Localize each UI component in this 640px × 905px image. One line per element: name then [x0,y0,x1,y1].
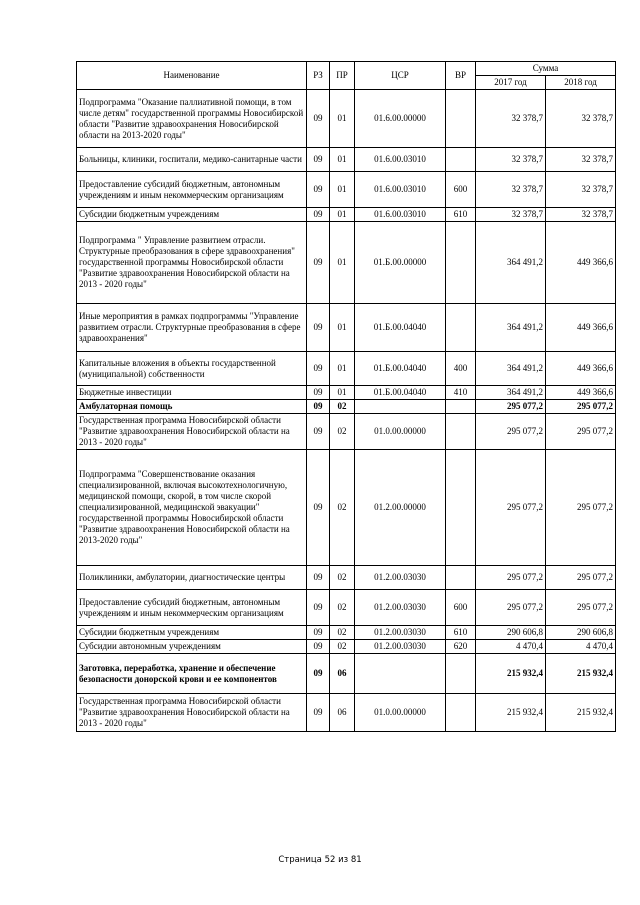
table-row [77,414,616,450]
row-rz: 09 [307,304,330,352]
row-rz: 09 [307,208,330,222]
table-row [77,450,616,566]
table-row [77,386,616,400]
row-pr: 06 [330,694,355,732]
row-vr: 610 [446,208,476,222]
row-sum-2018: 295 077,2 [546,400,616,414]
table-row [77,694,616,732]
row-vr: 610 [446,626,476,640]
row-sum-2018: 449 366,6 [546,386,616,400]
row-sum-2017: 4 470,4 [476,640,546,654]
table-row [77,172,616,208]
table-body [77,90,616,732]
header-pr: ПР [330,62,355,90]
row-pr: 01 [330,222,355,304]
table-row [77,654,616,694]
row-rz: 09 [307,172,330,208]
row-rz: 09 [307,566,330,590]
row-pr: 01 [330,352,355,386]
row-csr [355,400,446,414]
row-sum-2018: 295 077,2 [546,450,616,566]
row-rz: 09 [307,450,330,566]
row-rz: 09 [307,400,330,414]
table-row [77,640,616,654]
row-vr [446,694,476,732]
row-sum-2018: 290 606,8 [546,626,616,640]
row-pr: 01 [330,90,355,148]
row-rz: 09 [307,90,330,148]
row-vr [446,450,476,566]
row-rz: 09 [307,694,330,732]
row-csr: 01.2.00.03030 [355,590,446,626]
table-row [77,626,616,640]
row-vr [446,566,476,590]
row-rz: 09 [307,590,330,626]
row-name: Субсидии бюджетным учреждениям [77,626,307,640]
header-name: Наименование [77,62,307,90]
row-sum-2017: 364 491,2 [476,304,546,352]
row-sum-2018: 449 366,6 [546,352,616,386]
header-rz: РЗ [307,62,330,90]
row-rz: 09 [307,386,330,400]
header-csr: ЦСР [355,62,446,90]
row-name: Поликлиники, амбулатории, диагностические центры [77,566,307,590]
row-name: Подпрограмма "Совершенствование оказания специализированной, включая высокотехнологичную, медицинской помощи, скорой, в том числе скорой специализированной, медицинской эвакуации" государственной программы Новосибирской области "Развитие здравоохранения Новосибирской области на 2013-2020 годы" [77,450,307,566]
row-csr [355,654,446,694]
table-row [77,352,616,386]
table-row [77,400,616,414]
row-vr: 400 [446,352,476,386]
row-name: Государственная программа Новосибирской области "Развитие здравоохранения Новосибирской области на 2013 - 2020 годы" [77,694,307,732]
row-rz: 09 [307,414,330,450]
row-pr: 01 [330,148,355,172]
row-vr [446,304,476,352]
row-pr: 02 [330,640,355,654]
row-pr: 02 [330,450,355,566]
row-name: Заготовка, переработка, хранение и обеспечение безопасности донорской крови и ее компонентов [77,654,307,694]
row-sum-2017: 32 378,7 [476,148,546,172]
header-year-2017: 2017 год [476,76,546,90]
row-rz: 09 [307,352,330,386]
row-pr: 02 [330,566,355,590]
row-rz: 09 [307,148,330,172]
header-sum: Сумма [476,62,616,76]
row-name: Капитальные вложения в объекты государственной (муниципальной) собственности [77,352,307,386]
row-sum-2017: 364 491,2 [476,222,546,304]
row-name: Подпрограмма "Оказание паллиативной помощи, в том числе детям" государственной программы Новосибирской области "Развитие здравоохранения Новосибирской области на 2013-2020 годы" [77,90,307,148]
row-sum-2017: 364 491,2 [476,352,546,386]
row-name: Предоставление субсидий бюджетным, автономным учреждениям и иным некоммерческим организациям [77,172,307,208]
row-rz: 09 [307,222,330,304]
row-sum-2017: 295 077,2 [476,400,546,414]
row-sum-2017: 32 378,7 [476,90,546,148]
row-name: Субсидии бюджетным учреждениям [77,208,307,222]
row-csr: 01.6.00.03010 [355,148,446,172]
row-sum-2017: 295 077,2 [476,590,546,626]
row-csr: 01.6.00.03010 [355,208,446,222]
row-vr: 600 [446,590,476,626]
row-sum-2017: 295 077,2 [476,566,546,590]
row-rz: 09 [307,654,330,694]
row-name: Бюджетные инвестиции [77,386,307,400]
row-rz: 09 [307,640,330,654]
row-csr: 01.2.00.03030 [355,626,446,640]
row-sum-2018: 4 470,4 [546,640,616,654]
row-sum-2018: 295 077,2 [546,414,616,450]
row-sum-2017: 215 932,4 [476,694,546,732]
row-vr [446,148,476,172]
table-row [77,304,616,352]
table-row [77,590,616,626]
row-sum-2018: 295 077,2 [546,590,616,626]
row-csr: 01.Б.00.00000 [355,222,446,304]
row-csr: 01.2.00.03030 [355,566,446,590]
row-pr: 01 [330,304,355,352]
row-name: Больницы, клиники, госпитали, медико-санитарные части [77,148,307,172]
row-pr: 06 [330,654,355,694]
row-pr: 02 [330,400,355,414]
row-sum-2018: 32 378,7 [546,90,616,148]
row-sum-2018: 295 077,2 [546,566,616,590]
row-name: Подпрограмма " Управление развитием отрасли. Структурные преобразования в сфере здравоохранения" государственной программы Новосибирской области "Развитие здравоохранения Новосибирской области на 2013 - 2020 годы" [77,222,307,304]
table-row [77,148,616,172]
table-row [77,208,616,222]
row-csr: 01.6.00.03010 [355,172,446,208]
row-name: Субсидии автономным учреждениям [77,640,307,654]
row-sum-2017: 295 077,2 [476,414,546,450]
table-row [77,90,616,148]
row-csr: 01.Б.00.04040 [355,304,446,352]
row-csr: 01.0.00.00000 [355,694,446,732]
row-vr [446,400,476,414]
table-row [77,222,616,304]
row-name: Иные мероприятия в рамках подпрограммы "Управление развитием отрасли. Структурные преобразования в сфере здравоохранения" [77,304,307,352]
row-sum-2018: 32 378,7 [546,148,616,172]
row-rz: 09 [307,626,330,640]
row-csr: 01.6.00.00000 [355,90,446,148]
row-name: Государственная программа Новосибирской области "Развитие здравоохранения Новосибирской области на 2013 - 2020 годы" [77,414,307,450]
row-name: Предоставление субсидий бюджетным, автономным учреждениям и иным некоммерческим организациям [77,590,307,626]
row-vr: 600 [446,172,476,208]
row-sum-2018: 215 932,4 [546,694,616,732]
row-pr: 01 [330,172,355,208]
row-sum-2017: 32 378,7 [476,208,546,222]
row-sum-2018: 215 932,4 [546,654,616,694]
row-csr: 01.Б.00.04040 [355,386,446,400]
row-pr: 01 [330,208,355,222]
row-vr: 620 [446,640,476,654]
row-sum-2017: 295 077,2 [476,450,546,566]
row-vr [446,414,476,450]
row-pr: 02 [330,590,355,626]
header-vr: ВР [446,62,476,90]
table-row [77,566,616,590]
row-sum-2017: 364 491,2 [476,386,546,400]
row-csr: 01.0.00.00000 [355,414,446,450]
budget-table [76,61,616,732]
row-pr: 01 [330,386,355,400]
row-csr: 01.Б.00.04040 [355,352,446,386]
row-csr: 01.2.00.03030 [355,640,446,654]
row-csr: 01.2.00.00000 [355,450,446,566]
row-pr: 02 [330,414,355,450]
row-pr: 02 [330,626,355,640]
row-sum-2017: 290 606,8 [476,626,546,640]
row-sum-2018: 449 366,6 [546,304,616,352]
row-vr [446,222,476,304]
row-sum-2017: 215 932,4 [476,654,546,694]
row-vr: 410 [446,386,476,400]
row-sum-2017: 32 378,7 [476,172,546,208]
row-vr [446,654,476,694]
row-vr [446,90,476,148]
row-sum-2018: 32 378,7 [546,172,616,208]
row-sum-2018: 32 378,7 [546,208,616,222]
header-year-2018: 2018 год [546,76,616,90]
page-number: Страница 52 из 81 [278,855,362,865]
row-sum-2018: 449 366,6 [546,222,616,304]
row-name: Амбулаторная помощь [77,400,307,414]
